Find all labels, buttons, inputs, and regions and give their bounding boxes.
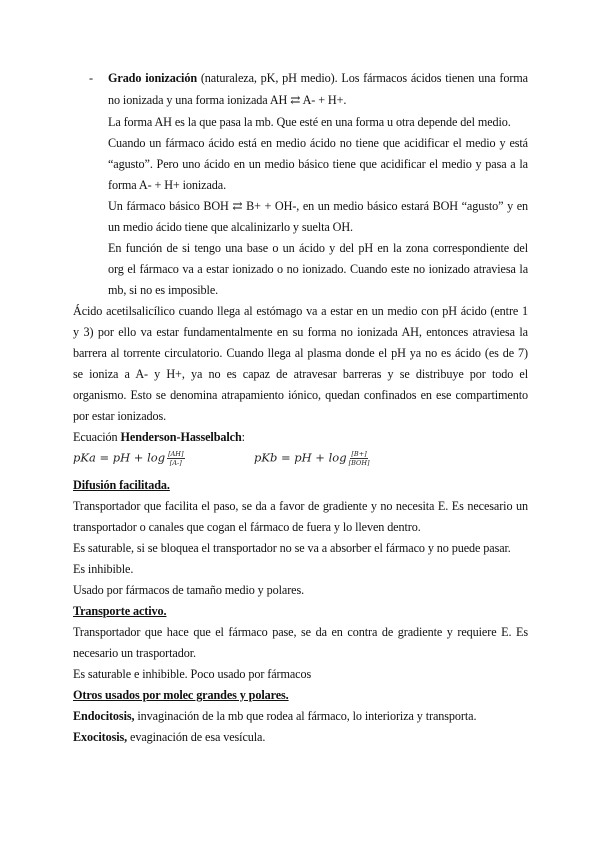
para-ah-line: forma A- + H+ ionizada. bbox=[108, 178, 227, 192]
bullet-dash: - bbox=[89, 71, 94, 85]
intro-line-2: no ionizada y una forma ionizada AH ⇄ A- + H+. bbox=[108, 93, 347, 107]
intro-line-1: Grado ionización (naturaleza, pK, pH medio). Los fármacos ácidos tienen una forma bbox=[108, 71, 528, 85]
pka-numerator: [AH] bbox=[168, 450, 184, 458]
para-ah-line: Cuando un fármaco ácido está en medio ácido no tiene que acidificar el medio y está bbox=[108, 136, 528, 150]
pka-denominator: [A-] bbox=[169, 459, 182, 467]
pka-formula: pKa = pH + log $\frac{[AH]}{[A-]}$ bbox=[73, 450, 184, 467]
difusion-title: Difusión facilitada. bbox=[73, 478, 170, 492]
ecuacion-label: Ecuación Henderson-Hasselbalch: bbox=[73, 430, 245, 444]
endocitosis-line: Endocitosis, invaginación de la mb que rodea al fármaco, lo interioriza y transporta. bbox=[73, 709, 477, 723]
transporte-title: Transporte activo. bbox=[73, 604, 167, 618]
para-funcion-line: mb, si no es imposible. bbox=[108, 283, 219, 297]
transporte-line: Transportador que hace que el fármaco pase, se da en contra de gradiente y requiere E. Es bbox=[73, 625, 528, 639]
acetil-line: organismo. Esto se denomina atrapamiento iónico, quedan confinados en ese compartimento bbox=[73, 388, 528, 402]
pkb-denominator: [BOH] bbox=[348, 459, 370, 467]
difusion-line: Usado por fármacos de tamaño medio y polares. bbox=[73, 583, 305, 597]
acetil-line: se ioniza a A- y H+, ya no es capaz de atravesar barreras y se distribuye por todo el bbox=[73, 367, 528, 381]
pkb-formula: pKb = pH + log $\frac{[B+]}{\text{[BOH]}}$ bbox=[254, 450, 370, 467]
para-ah-line: “agusto”. Pero uno ácido en un medio básico tiene que acidificar el medio y pasa a la bbox=[108, 157, 528, 171]
transporte-line: Es saturable e inhibible. Poco usado por fármacos bbox=[73, 667, 312, 681]
para-boh-line: Un fármaco básico BOH ⇄ B+ + OH-, en un medio básico estará BOH “agusto” y en bbox=[108, 199, 528, 213]
acetil-line: barrera al torrente circulatorio. Cuando llega al plasma donde el pH ya no es ácido (es de 7) bbox=[73, 346, 528, 360]
difusion-line: Es inhibible. bbox=[73, 562, 134, 576]
para-funcion-line: En función de si tengo una base o un ácido y del pH en la zona correspondiente del bbox=[108, 241, 528, 255]
pkb-numerator: [B+] bbox=[351, 450, 367, 458]
acetil-line: por estar ionizados. bbox=[73, 409, 167, 423]
para-boh-line: un medio ácido tiene que alcalinizarlo y suelta OH. bbox=[108, 220, 353, 234]
para-funcion-line: org el fármaco va a estar ionizado o no ionizado. Cuando este no ionizado atraviesa la bbox=[108, 262, 528, 276]
difusion-line: transportador o canales que cogan el fármaco de fuera y lo lleven dentro. bbox=[73, 520, 421, 534]
difusion-line: Transportador que facilita el paso, se da a favor de gradiente y no necesita E. Es necesario un bbox=[73, 499, 528, 513]
transporte-line: necesario un trasportador. bbox=[73, 646, 196, 660]
grado-ionizacion-heading: Grado ionización bbox=[108, 71, 198, 85]
exocitosis-line: Exocitosis, evaginación de esa vesícula. bbox=[73, 730, 266, 744]
para-ah-line: La forma AH es la que pasa la mb. Que esté en una forma u otra depende del medio. bbox=[108, 115, 511, 129]
difusion-line: Es saturable, si se bloquea el transportador no se va a absorber el fármaco y no puede pasar. bbox=[73, 541, 511, 555]
acetil-line: y 3) por ello va estar fundamentalmente en su forma no ionizada AH, entonces atraviesa la bbox=[73, 325, 528, 339]
acetil-line: Ácido acetilsalicílico cuando llega al estómago va a estar en un medio con pH ácido (entre 1 bbox=[73, 304, 528, 318]
otros-title: Otros usados por molec grandes y polares. bbox=[73, 688, 289, 702]
henderson-hasselbalch: Henderson-Hasselbalch bbox=[120, 430, 242, 444]
